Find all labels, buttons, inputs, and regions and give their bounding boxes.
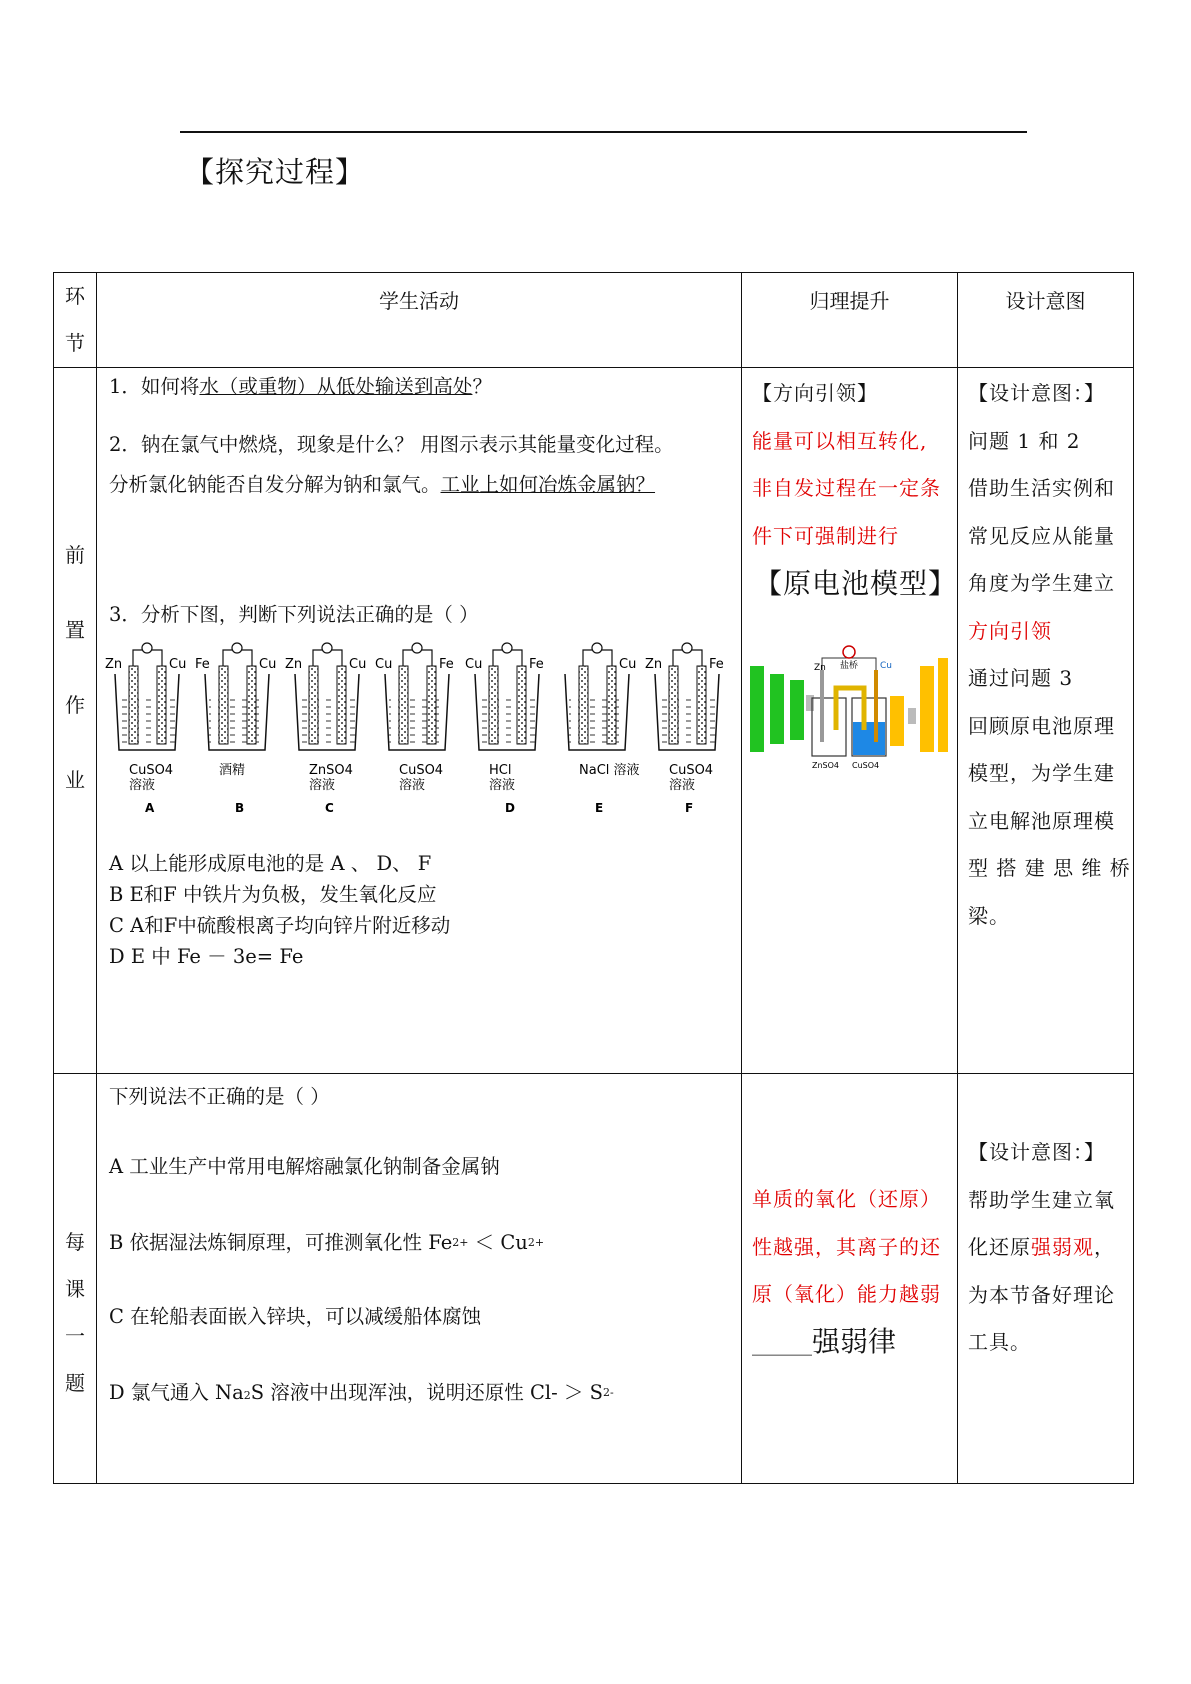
- solution-label: HCl: [489, 763, 512, 778]
- row1-intent: [958, 368, 1134, 1074]
- intent-line: [968, 1224, 1133, 1272]
- row2-stage: [54, 1074, 97, 1484]
- stage-char: 题: [65, 1371, 85, 1395]
- galvanic-cell: [285, 643, 366, 815]
- summary-line: 能量可以相互转化,: [752, 428, 928, 453]
- solution-label: CuSO4: [399, 763, 444, 778]
- header-stage-char-2: 节: [65, 331, 85, 355]
- electrode-label: Fe: [195, 657, 210, 672]
- intent-l2-red: 强弱观: [1031, 1235, 1094, 1259]
- electrode-label: Cu: [375, 657, 393, 672]
- header-summary-label: 归理提升: [809, 289, 890, 313]
- solution-label: 溶液: [669, 778, 696, 793]
- electrode-label: Zn: [285, 657, 303, 672]
- galvanic-cell: [195, 643, 276, 815]
- galvanic-cell: [105, 643, 186, 815]
- stage-char: 作: [65, 693, 85, 717]
- header-stage: [54, 273, 97, 368]
- q1-underlined: 水（或重物）从低处输送到高处: [199, 375, 473, 398]
- optd-sub: 2: [243, 1389, 251, 1402]
- summary-line: 非自发过程在一定条: [752, 476, 941, 500]
- cell-letter: B: [235, 801, 245, 815]
- galvanic-cell: [645, 643, 724, 815]
- intent-line: 角度为学生建立: [968, 571, 1115, 595]
- optd-sup: 2-: [603, 1386, 614, 1399]
- solution-label: CuSO4: [669, 763, 714, 778]
- option-c: C A和F中硫酸根离子均向锌片附近移动: [109, 914, 451, 937]
- top-rule: [180, 131, 1027, 133]
- q1-suffix: ？: [472, 375, 492, 398]
- stage-char: 每: [65, 1230, 85, 1254]
- row2-summary-red: [742, 1074, 957, 1319]
- intent-l2b: ，: [1094, 1235, 1115, 1259]
- summary-head: 【方向引领】: [752, 381, 878, 405]
- galvanic-cell: [565, 643, 640, 815]
- row-daily-question: [54, 1074, 1134, 1484]
- solution-label: CuSO4: [129, 763, 174, 778]
- intent-line: 常见反应从能量: [968, 523, 1115, 548]
- daily-option-c: C 在轮船表面嵌入锌块，可以减缓船体腐蚀: [109, 1305, 482, 1328]
- model-label-cu: Cu: [880, 661, 892, 671]
- optb-sup: 2+: [452, 1236, 469, 1249]
- intent-line: 型 搭 建 思 维 桥: [968, 856, 1131, 880]
- cell-letter: C: [325, 801, 334, 815]
- daily-option-d: [97, 1330, 741, 1409]
- row2-intent: [958, 1074, 1134, 1484]
- intent-line: 立电解池原理模: [968, 808, 1115, 833]
- solution-label: 溶液: [489, 778, 516, 793]
- intent-head: 【设计意图：】: [968, 1140, 1105, 1164]
- optd-mid: S 溶液中出现浑浊，说明还原性 Cl- ＞ S: [250, 1381, 603, 1404]
- electrode-label: Cu: [619, 657, 637, 672]
- q3-options: [97, 834, 741, 972]
- electrode-label: Cu: [349, 657, 367, 672]
- intent-line: 工具。: [968, 1330, 1031, 1354]
- stage-char: 置: [65, 618, 85, 642]
- stage-char: 业: [65, 768, 85, 792]
- daily-option-b: [97, 1180, 741, 1256]
- row-pre-homework: [54, 368, 1134, 1074]
- daily-question: 下列说法不正确的是（ ）: [109, 1085, 330, 1108]
- intent-line: 借助生活实例和: [968, 476, 1115, 500]
- question-3: 3．分析下图，判断下列说法正确的是（ ）: [109, 603, 479, 626]
- electrode-label: Fe: [529, 657, 544, 672]
- galvanic-model-diagram: [750, 640, 950, 790]
- law-blank: ______: [752, 1331, 812, 1356]
- q2-prefix: 分析氯化钠能否自发分解为钠和氯气。: [109, 473, 441, 496]
- stage-char: 课: [65, 1277, 85, 1301]
- intent-line: 帮助学生建立氧: [968, 1187, 1115, 1212]
- intent-text: [958, 418, 1133, 941]
- question-2: 2．钠在氯气中燃烧，现象是什么？ 用图示表示其能量变化过程。: [109, 433, 674, 456]
- question-2-line-2: [97, 458, 741, 498]
- summary-line: 性越强，其离子的还: [752, 1234, 941, 1259]
- summary-red-text: [742, 418, 957, 561]
- stage-char: 前: [65, 543, 85, 567]
- electrode-label: Cu: [465, 657, 483, 672]
- intent-line: 问题 1 和 2: [968, 428, 1081, 453]
- cell-letter: A: [145, 801, 155, 815]
- electrode-label: Cu: [169, 657, 187, 672]
- section-title: 【探究过程】: [185, 155, 366, 189]
- summary-line: 单质的氧化（还原）: [752, 1187, 941, 1211]
- summary-line: 件下可强制进行: [752, 523, 899, 548]
- electrode-label: Cu: [259, 657, 277, 672]
- electrode-label: Fe: [709, 657, 724, 672]
- q1-prefix: 1．如何将: [109, 375, 200, 398]
- header-summary: [742, 273, 958, 368]
- row1-activity: [97, 368, 742, 1074]
- electrode-label: Fe: [439, 657, 454, 672]
- row1-stage: [54, 368, 97, 1074]
- galvanic-cells-figure: [97, 634, 737, 834]
- optb-sup: 2+: [527, 1236, 545, 1249]
- cell-letter: D: [505, 801, 515, 815]
- header-activity: [97, 273, 742, 368]
- solution-label: 酒精: [219, 763, 246, 778]
- law-text: 强弱律: [812, 1324, 897, 1358]
- optb-text: B 依据湿法炼铜原理，可推测氧化性 Fe: [109, 1231, 453, 1254]
- cell-letter: F: [685, 801, 694, 815]
- intent-line: 为本节备好理论: [968, 1282, 1115, 1307]
- lesson-table: [53, 272, 1134, 1484]
- header-stage-char-1: 环: [65, 284, 85, 308]
- daily-option-a: A 工业生产中常用电解熔融氯化钠制备金属钠: [109, 1155, 500, 1178]
- stage-char: 一: [65, 1324, 85, 1348]
- model-label-znso4: ZnSO4: [812, 761, 840, 770]
- solution-label: 溶液: [309, 778, 336, 793]
- row2-activity: [97, 1074, 742, 1484]
- summary-line: 原（氧化）能力越弱: [752, 1282, 941, 1306]
- model-label-zn: Zn: [814, 663, 826, 673]
- law-line: [742, 1319, 957, 1369]
- option-d: D E 中 Fe － 3e= Fe: [109, 945, 304, 968]
- row1-summary: [742, 368, 958, 1074]
- optd-text: D 氯气通入 Na: [109, 1381, 244, 1404]
- row2-summary: [742, 1074, 958, 1484]
- cell-letter: E: [595, 801, 604, 815]
- intent-red: 方向引领: [968, 618, 1052, 643]
- table-header-row: [54, 273, 1134, 368]
- intent-head: 【设计意图：】: [968, 381, 1105, 405]
- intent-line: 回顾原电池原理: [968, 713, 1115, 738]
- intent-l2a: 化还原: [968, 1235, 1031, 1259]
- solution-label: 溶液: [399, 778, 426, 793]
- row2-intent-text: [958, 1074, 1133, 1367]
- header-intent: [958, 273, 1134, 368]
- model-title: 【原电池模型】: [754, 567, 958, 600]
- solution-label: ZnSO4: [309, 763, 353, 778]
- question-1: [97, 368, 741, 400]
- electrode-label: Zn: [105, 657, 123, 672]
- intent-line: 通过问题 3: [968, 666, 1074, 690]
- intent-line: 模型，为学生建: [968, 761, 1115, 785]
- header-intent-label: 设计意图: [1005, 289, 1086, 313]
- option-b: B E和F 中铁片为负极，发生氧化反应: [109, 883, 437, 906]
- q2-underlined: 工业上如何冶炼金属钠？: [440, 473, 656, 496]
- solution-label: 溶液: [129, 778, 156, 793]
- optb-mid: ＜ Cu: [468, 1231, 528, 1254]
- electrode-label: Zn: [645, 657, 663, 672]
- galvanic-cell: [465, 643, 544, 815]
- galvanic-cell: [375, 643, 454, 793]
- option-a: A 以上能形成原电池的是 A 、 D、 F: [109, 852, 432, 875]
- model-label-bridge: 盐桥: [840, 661, 859, 671]
- model-label-cuso4: CuSO4: [852, 761, 880, 770]
- header-activity-label: 学生活动: [379, 289, 459, 313]
- solution-label: NaCl 溶液: [579, 763, 640, 778]
- intent-line: 梁。: [968, 903, 1010, 928]
